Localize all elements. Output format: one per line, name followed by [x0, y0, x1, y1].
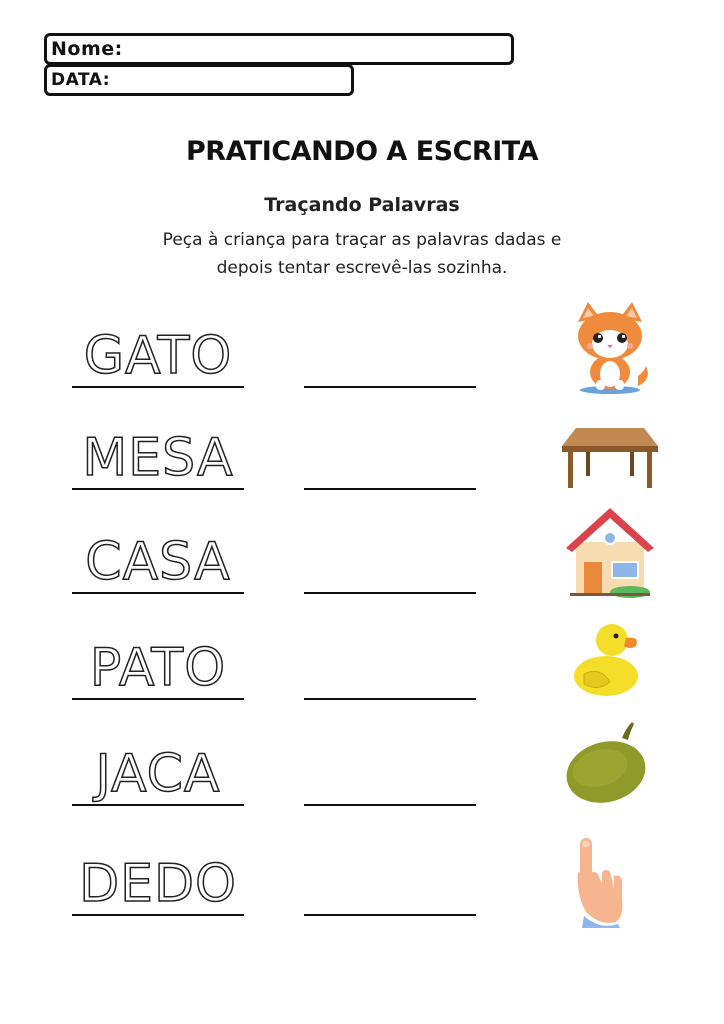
trace-line	[72, 488, 244, 490]
write-line[interactable]	[304, 698, 476, 700]
trace-word[interactable]: DEDO	[79, 854, 237, 914]
table-icon	[560, 402, 660, 502]
finger-icon	[560, 828, 660, 928]
trace-line	[72, 592, 244, 594]
trace-line	[72, 698, 244, 700]
cat-icon	[560, 300, 660, 400]
write-line[interactable]	[304, 914, 476, 916]
instruction-line-1: Peça à criança para traçar as palavras dadas e	[162, 230, 562, 250]
word-row-dedo	[0, 828, 724, 928]
trace-word[interactable]: PATO	[89, 638, 227, 698]
trace-word[interactable]: GATO	[83, 326, 233, 386]
jackfruit-icon	[560, 718, 660, 818]
date-label: DATA:	[51, 70, 110, 90]
trace-line	[72, 804, 244, 806]
page-subtitle: Traçando Palavras	[264, 194, 460, 216]
instruction-line-2: depois tentar escrevê-las sozinha.	[216, 258, 508, 278]
trace-line	[72, 386, 244, 388]
trace-word[interactable]: JACA	[95, 744, 221, 804]
word-row-jaca	[0, 718, 724, 818]
name-field[interactable]	[44, 33, 514, 65]
date-field[interactable]	[44, 64, 354, 96]
write-line[interactable]	[304, 386, 476, 388]
write-line[interactable]	[304, 488, 476, 490]
trace-word[interactable]: MESA	[82, 428, 234, 488]
word-row-pato	[0, 612, 724, 712]
trace-line	[72, 914, 244, 916]
word-row-casa	[0, 506, 724, 606]
duck-icon	[560, 612, 660, 712]
write-line[interactable]	[304, 804, 476, 806]
write-line[interactable]	[304, 592, 476, 594]
name-label: Nome:	[51, 38, 123, 60]
trace-word[interactable]: CASA	[85, 532, 231, 592]
house-icon	[560, 506, 660, 606]
page-title: PRATICANDO A ESCRITA	[186, 136, 538, 167]
word-row-mesa	[0, 402, 724, 502]
word-row-gato	[0, 300, 724, 400]
